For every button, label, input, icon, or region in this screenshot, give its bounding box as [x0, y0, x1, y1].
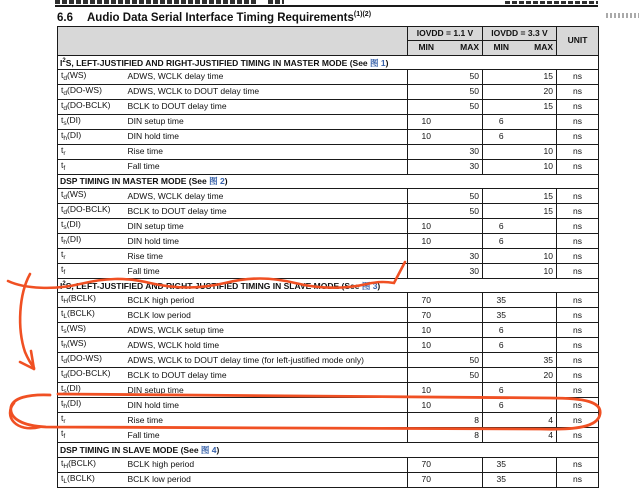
- max-3v3-value: 15: [520, 204, 557, 219]
- unit-value: ns: [557, 472, 599, 487]
- table-row: [58, 457, 599, 472]
- min-1v1-value: [408, 353, 445, 368]
- max-1v1-value: [445, 219, 483, 234]
- max-1v1-value: 8: [445, 413, 483, 428]
- table-row: [58, 323, 599, 338]
- min-1v1-value: [408, 84, 445, 99]
- annotation-arrowhead: [20, 351, 34, 369]
- table-row: [58, 234, 599, 249]
- param-symbol: $t_f$: [58, 264, 126, 279]
- min-1v1-value: 10: [408, 114, 445, 129]
- param-symbol: $t_L(BCLK)$: [58, 308, 126, 323]
- min-1v1-value: 10: [408, 219, 445, 234]
- max-3v3-value: [520, 398, 557, 413]
- max-3v3-value: [520, 383, 557, 398]
- unit-value: ns: [557, 398, 599, 413]
- title-text: Audio Data Serial Interface Timing Requirements: [87, 11, 354, 24]
- table-row: [58, 129, 599, 144]
- param-symbol: $t_r$: [58, 144, 126, 159]
- header-iovdd-3v3: IOVDD = 3.3 V: [483, 27, 557, 41]
- section-header-row: [58, 443, 599, 457]
- max-3v3-value: 10: [520, 249, 557, 264]
- min-3v3-value: [483, 189, 520, 204]
- min-1v1-value: 70: [408, 293, 445, 308]
- unit-value: ns: [557, 69, 599, 84]
- min-3v3-value: 6: [483, 398, 520, 413]
- param-symbol: $t_r$: [58, 249, 126, 264]
- min-1v1-value: [408, 99, 445, 114]
- max-3v3-value: 15: [520, 69, 557, 84]
- min-3v3-value: 35: [483, 472, 520, 487]
- min-3v3-value: 6: [483, 234, 520, 249]
- min-3v3-value: [483, 264, 520, 279]
- param-symbol: $t_h(DI)$: [58, 129, 126, 144]
- max-1v1-value: 50: [445, 189, 483, 204]
- max-3v3-value: [520, 308, 557, 323]
- table-row: [58, 264, 599, 279]
- section-heading: $I^2S$, LEFT-JUSTIFIED AND RIGHT-JUSTIFIED TIMING IN MASTER MODE (See 图 1): [58, 55, 599, 69]
- max-1v1-value: [445, 114, 483, 129]
- timing-table: [57, 26, 599, 488]
- min-1v1-value: 10: [408, 383, 445, 398]
- max-3v3-value: [520, 457, 557, 472]
- unit-value: ns: [557, 219, 599, 234]
- param-symbol: $t_h(DI)$: [58, 234, 126, 249]
- param-symbol: $t_d(DO-BCLK)$: [58, 204, 126, 219]
- unit-value: ns: [557, 413, 599, 428]
- min-3v3-value: 6: [483, 323, 520, 338]
- min-3v3-value: 6: [483, 338, 520, 353]
- table-row: [58, 383, 599, 398]
- min-3v3-value: [483, 368, 520, 383]
- max-1v1-value: 30: [445, 249, 483, 264]
- max-1v1-value: [445, 457, 483, 472]
- min-3v3-value: 6: [483, 129, 520, 144]
- table-row: [58, 413, 599, 428]
- header-iovdd-1v1: IOVDD = 1.1 V: [408, 27, 483, 41]
- min-1v1-value: 10: [408, 323, 445, 338]
- table-row: [58, 144, 599, 159]
- table-row: [58, 293, 599, 308]
- param-symbol: $t_f$: [58, 428, 126, 443]
- min-3v3-value: [483, 249, 520, 264]
- max-1v1-value: [445, 398, 483, 413]
- unit-value: ns: [557, 323, 599, 338]
- param-description: BCLK to DOUT delay time: [126, 204, 408, 219]
- table-row: [58, 308, 599, 323]
- param-description: DIN hold time: [126, 234, 408, 249]
- table-header-row-groups: [58, 27, 599, 41]
- annotation-box-curl: [10, 403, 40, 428]
- param-symbol: $t_s(WS)$: [58, 323, 126, 338]
- max-3v3-value: 20: [520, 84, 557, 99]
- param-description: ADWS, WCLK delay time: [126, 69, 408, 84]
- unit-value: ns: [557, 264, 599, 279]
- figure-link[interactable]: 图 3: [361, 281, 378, 292]
- table-row: [58, 219, 599, 234]
- param-symbol: $t_h(DI)$: [58, 398, 126, 413]
- table-row: [58, 159, 599, 174]
- min-3v3-value: [483, 413, 520, 428]
- min-3v3-value: [483, 69, 520, 84]
- param-symbol: $t_H(BCLK)$: [58, 457, 126, 472]
- min-1v1-value: [408, 144, 445, 159]
- param-description: Rise time: [126, 144, 408, 159]
- param-symbol: $t_d(DO-WS)$: [58, 84, 126, 99]
- param-description: ADWS, WCLK setup time: [126, 323, 408, 338]
- max-3v3-value: 15: [520, 189, 557, 204]
- min-3v3-value: [483, 353, 520, 368]
- unit-value: ns: [557, 428, 599, 443]
- unit-value: ns: [557, 129, 599, 144]
- title-footnote-refs: (1)(2): [353, 11, 372, 18]
- table-row: [58, 84, 599, 99]
- param-symbol: $t_f$: [58, 159, 126, 174]
- min-1v1-value: [408, 368, 445, 383]
- cropped-header-text: [55, 0, 257, 4]
- param-description: ADWS, WCLK hold time: [126, 338, 408, 353]
- max-3v3-value: [520, 114, 557, 129]
- param-description: Fall time: [126, 159, 408, 174]
- table-row: [58, 189, 599, 204]
- max-3v3-value: 4: [520, 428, 557, 443]
- param-symbol: $t_r$: [58, 413, 126, 428]
- min-3v3-value: [483, 428, 520, 443]
- param-description: ADWS, WCLK delay time: [126, 189, 408, 204]
- max-1v1-value: [445, 472, 483, 487]
- max-1v1-value: 50: [445, 353, 483, 368]
- param-description: DIN hold time: [126, 129, 408, 144]
- min-1v1-value: 70: [408, 308, 445, 323]
- min-3v3-value: 6: [483, 219, 520, 234]
- min-1v1-value: 70: [408, 472, 445, 487]
- table-row: [58, 353, 599, 368]
- param-description: Fall time: [126, 264, 408, 279]
- unit-value: ns: [557, 249, 599, 264]
- min-1v1-value: 70: [408, 457, 445, 472]
- unit-value: ns: [557, 114, 599, 129]
- min-1v1-value: [408, 428, 445, 443]
- header-max-3v3: MAX: [520, 41, 557, 55]
- unit-value: ns: [557, 457, 599, 472]
- max-1v1-value: 30: [445, 159, 483, 174]
- table-row: [58, 114, 599, 129]
- max-1v1-value: 50: [445, 204, 483, 219]
- param-symbol: $t_s(DI)$: [58, 383, 126, 398]
- param-description: BCLK low period: [126, 308, 408, 323]
- unit-value: ns: [557, 204, 599, 219]
- header-min-3v3: MIN: [483, 41, 520, 55]
- table-row: [58, 472, 599, 487]
- unit-value: ns: [557, 159, 599, 174]
- max-1v1-value: [445, 338, 483, 353]
- max-3v3-value: 10: [520, 264, 557, 279]
- max-1v1-value: 50: [445, 99, 483, 114]
- max-3v3-value: [520, 323, 557, 338]
- unit-value: ns: [557, 383, 599, 398]
- max-1v1-value: [445, 323, 483, 338]
- min-3v3-value: 6: [483, 383, 520, 398]
- max-1v1-value: 8: [445, 428, 483, 443]
- param-description: Fall time: [126, 428, 408, 443]
- param-symbol: $t_H(BCLK)$: [58, 293, 126, 308]
- unit-value: ns: [557, 144, 599, 159]
- header-min-1v1: MIN: [408, 41, 445, 55]
- min-1v1-value: [408, 413, 445, 428]
- max-1v1-value: [445, 383, 483, 398]
- min-1v1-value: 10: [408, 234, 445, 249]
- param-description: DIN setup time: [126, 383, 408, 398]
- table-row: [58, 204, 599, 219]
- param-description: BCLK to DOUT delay time: [126, 368, 408, 383]
- timing-table-body: [58, 55, 599, 487]
- param-symbol: $t_d(DO-BCLK)$: [58, 368, 126, 383]
- max-3v3-value: [520, 129, 557, 144]
- min-3v3-value: [483, 159, 520, 174]
- min-3v3-value: 35: [483, 293, 520, 308]
- cropped-header-text: [505, 1, 598, 4]
- table-row: [58, 249, 599, 264]
- unit-value: ns: [557, 368, 599, 383]
- min-1v1-value: 10: [408, 129, 445, 144]
- cropped-margin-dots: [606, 13, 639, 18]
- param-symbol: $t_L(BCLK)$: [58, 472, 126, 487]
- param-symbol: $t_s(DI)$: [58, 114, 126, 129]
- min-3v3-value: [483, 144, 520, 159]
- min-1v1-value: 10: [408, 338, 445, 353]
- section-number: 6.6: [57, 11, 73, 24]
- param-description: BCLK high period: [126, 457, 408, 472]
- table-row: [58, 338, 599, 353]
- max-3v3-value: 4: [520, 413, 557, 428]
- unit-value: ns: [557, 99, 599, 114]
- min-3v3-value: [483, 84, 520, 99]
- param-symbol: $t_d(DO-BCLK)$: [58, 99, 126, 114]
- param-description: BCLK high period: [126, 293, 408, 308]
- header-max-1v1: MAX: [445, 41, 483, 55]
- min-1v1-value: [408, 159, 445, 174]
- param-description: DIN setup time: [126, 219, 408, 234]
- unit-value: ns: [557, 338, 599, 353]
- annotation-arrow: [20, 274, 34, 368]
- unit-value: ns: [557, 353, 599, 368]
- max-3v3-value: 10: [520, 159, 557, 174]
- min-3v3-value: 35: [483, 457, 520, 472]
- param-symbol: $t_d(WS)$: [58, 189, 126, 204]
- unit-value: ns: [557, 84, 599, 99]
- section-header-row: [58, 55, 599, 69]
- max-3v3-value: 10: [520, 144, 557, 159]
- max-1v1-value: [445, 234, 483, 249]
- param-description: DIN hold time: [126, 398, 408, 413]
- param-symbol: $t_d(WS)$: [58, 69, 126, 84]
- max-1v1-value: [445, 308, 483, 323]
- max-3v3-value: 15: [520, 99, 557, 114]
- min-1v1-value: [408, 204, 445, 219]
- param-description: Rise time: [126, 249, 408, 264]
- min-1v1-value: [408, 69, 445, 84]
- max-3v3-value: [520, 293, 557, 308]
- min-3v3-value: [483, 99, 520, 114]
- unit-value: ns: [557, 234, 599, 249]
- header-unit: UNIT: [557, 27, 599, 56]
- table-row: [58, 99, 599, 114]
- min-1v1-value: [408, 249, 445, 264]
- max-3v3-value: [520, 219, 557, 234]
- min-3v3-value: 35: [483, 308, 520, 323]
- header-blank-cell: [58, 27, 408, 56]
- max-1v1-value: 30: [445, 144, 483, 159]
- max-3v3-value: [520, 338, 557, 353]
- table-row: [58, 69, 599, 84]
- param-description: ADWS, WCLK to DOUT delay time (for left-justified mode only): [126, 353, 408, 368]
- param-symbol: $t_d(DO-WS)$: [58, 353, 126, 368]
- section-header-row: [58, 174, 599, 188]
- figure-link[interactable]: 图 2: [209, 176, 225, 187]
- max-3v3-value: 20: [520, 368, 557, 383]
- max-1v1-value: 30: [445, 264, 483, 279]
- max-1v1-value: [445, 293, 483, 308]
- table-row: [58, 398, 599, 413]
- section-heading: $I^2S$, LEFT-JUSTIFIED AND RIGHT-JUSTIFIED TIMING IN SLAVE MODE (See 图 3): [58, 279, 599, 293]
- max-1v1-value: 50: [445, 368, 483, 383]
- max-3v3-value: [520, 234, 557, 249]
- max-3v3-value: 35: [520, 353, 557, 368]
- table-row: [58, 428, 599, 443]
- min-1v1-value: 10: [408, 398, 445, 413]
- page-title: [57, 11, 371, 24]
- param-description: Rise time: [126, 413, 408, 428]
- section-header-row: [58, 279, 599, 293]
- max-1v1-value: [445, 129, 483, 144]
- max-1v1-value: 50: [445, 84, 483, 99]
- min-3v3-value: 6: [483, 114, 520, 129]
- unit-value: ns: [557, 293, 599, 308]
- param-description: ADWS, WCLK to DOUT delay time: [126, 84, 408, 99]
- min-3v3-value: [483, 204, 520, 219]
- param-description: DIN setup time: [126, 114, 408, 129]
- param-description: BCLK to DOUT delay time: [126, 99, 408, 114]
- figure-link[interactable]: 图 1: [370, 57, 386, 68]
- figure-link[interactable]: 图 4: [200, 444, 217, 455]
- max-3v3-value: [520, 472, 557, 487]
- min-1v1-value: [408, 189, 445, 204]
- section-heading: DSP TIMING IN SLAVE MODE (See 图 4): [58, 443, 599, 457]
- min-1v1-value: [408, 264, 445, 279]
- header-rule: [55, 5, 598, 7]
- cropped-header-text: [268, 0, 284, 4]
- param-symbol: $t_s(DI)$: [58, 219, 126, 234]
- param-description: BCLK low period: [126, 472, 408, 487]
- unit-value: ns: [557, 189, 599, 204]
- table-row: [58, 368, 599, 383]
- unit-value: ns: [557, 308, 599, 323]
- section-heading: DSP TIMING IN MASTER MODE (See 图 2): [58, 174, 599, 188]
- max-1v1-value: 50: [445, 69, 483, 84]
- param-symbol: $t_h(WS)$: [58, 338, 126, 353]
